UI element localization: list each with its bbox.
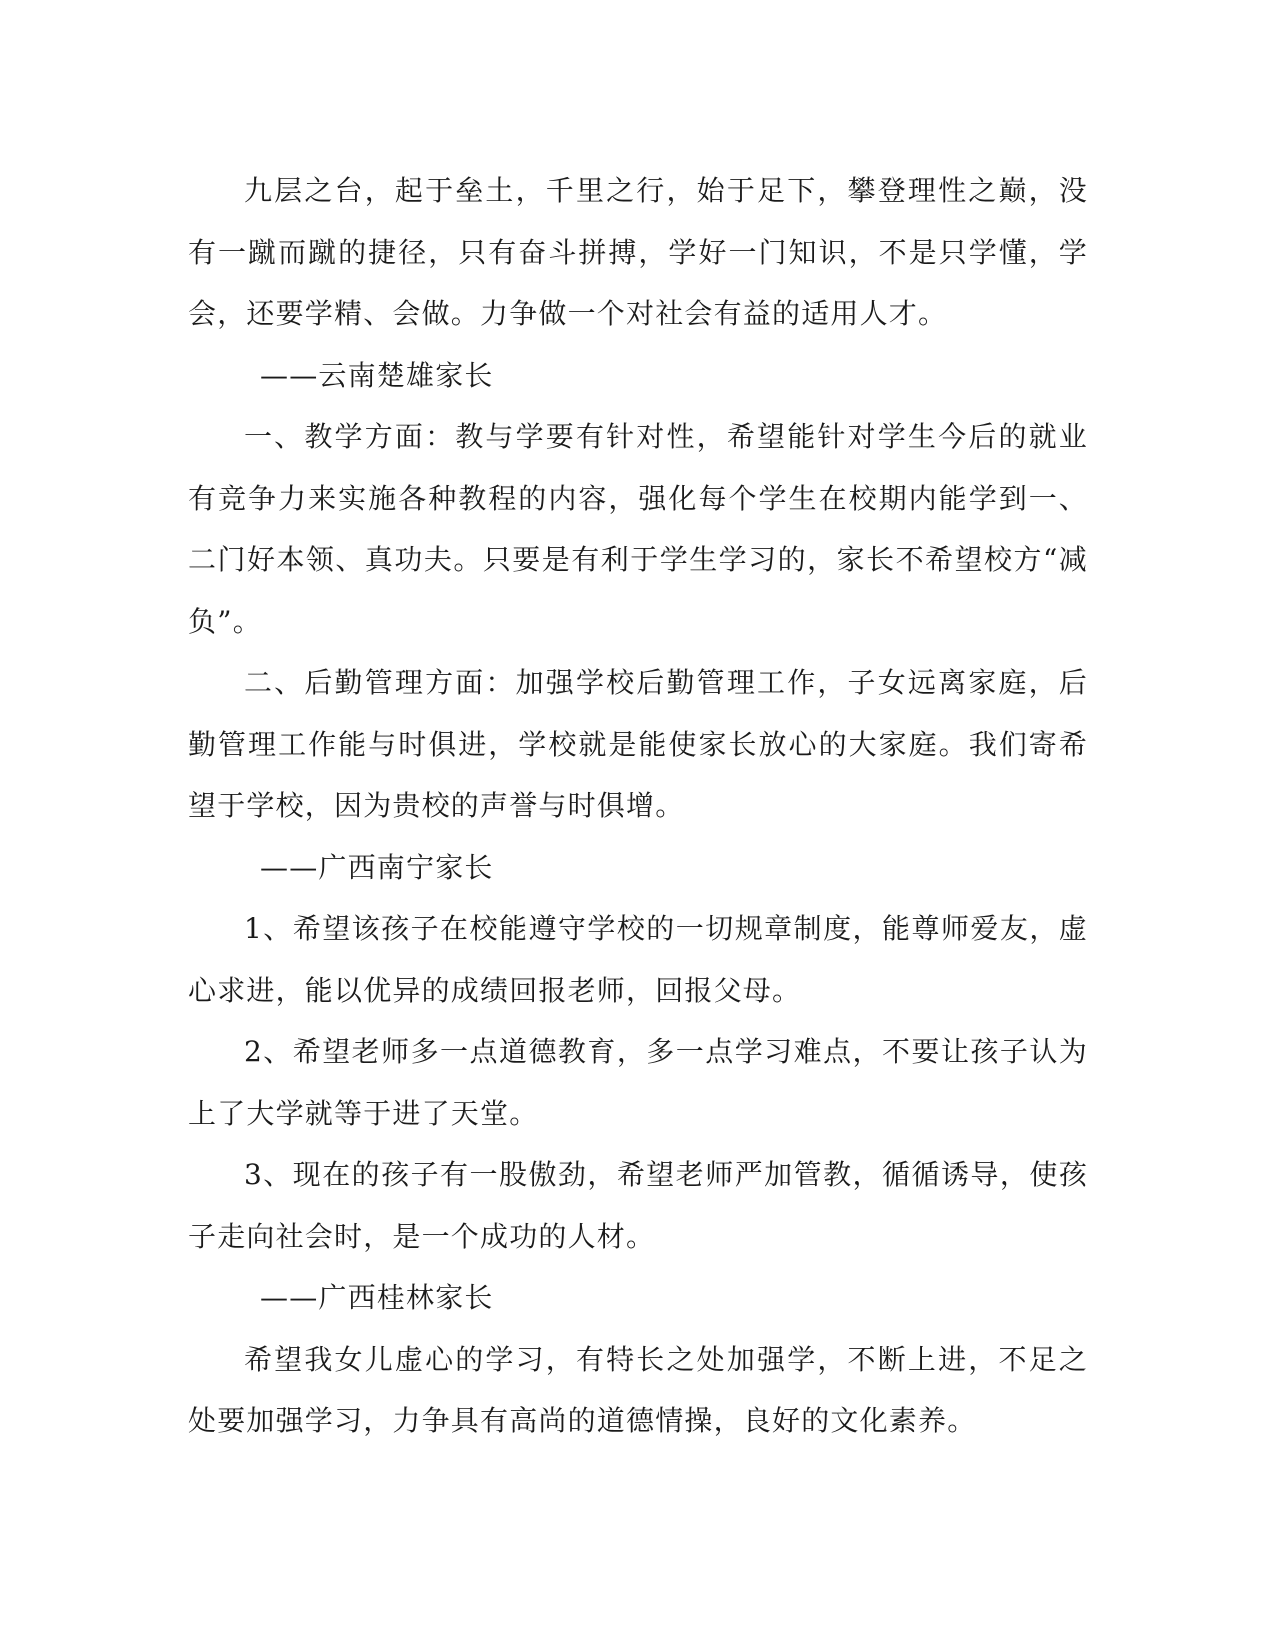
signature-guangxi-guilin: ——广西桂林家长 <box>260 1281 494 1314</box>
paragraph-item-1: 1、希望该孩子在校能遵守学校的一切规章制度，能尊师爱友，虚心求进，能以优异的成绩回报老师，回报父母。 <box>188 912 1088 1007</box>
paragraph-logistics: 二、后勤管理方面：加强学校后勤管理工作，子女远离家庭，后勤管理工作能与时俱进，学校就是能使家长放心的大家庭。我们寄希望于学校，因为贵校的声誉与时俱增。 <box>188 666 1088 822</box>
paragraph-jiuceng: 九层之台，起于垒土，千里之行，始于足下，攀登理性之巅，没有一蹴而蹴的捷径，只有奋斗拼搏，学好一门知识，不是只学懂，学会，还要学精、会做。力争做一个对社会有益的适用人才。 <box>188 174 1088 330</box>
document-body <box>188 160 1088 1452</box>
paragraph-daughter: 希望我女儿虚心的学习，有特长之处加强学，不断上进，不足之处要加强学习，力争具有高尚的道德情操，良好的文化素养。 <box>188 1342 1088 1437</box>
paragraph-item-3: 3、现在的孩子有一股傲劲，希望老师严加管教，循循诱导，使孩子走向社会时，是一个成功的人材。 <box>188 1158 1088 1253</box>
paragraph-teaching: 一、教学方面：教与学要有针对性，希望能针对学生今后的就业有竞争力来实施各种教程的内容，强化每个学生在校期内能学到一、二门好本领、真功夫。只要是有利于学生学习的，家长不希望校方“减负”。 <box>188 420 1088 638</box>
signature-yunnan-chuxiong: ——云南楚雄家长 <box>260 358 494 392</box>
signature-guangxi-nanning: ——广西南宁家长 <box>260 850 494 884</box>
paragraph-item-2: 2、希望老师多一点道德教育，多一点学习难点，不要让孩子认为上了大学就等于进了天堂。 <box>188 1035 1088 1130</box>
